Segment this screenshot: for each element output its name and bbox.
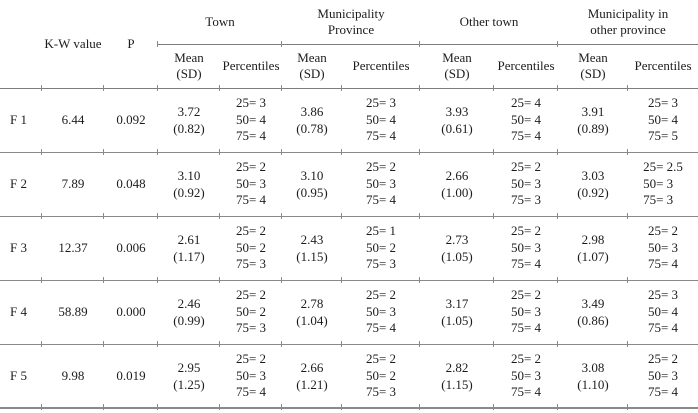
percentiles-cell-town: [220, 280, 282, 344]
percentile-75: 75= 3: [643, 192, 674, 208]
table-row: [0, 216, 698, 280]
percentile-25: 25= 3: [647, 95, 679, 111]
percentile-50: 50= 3: [510, 303, 542, 319]
mean-header-line: Mean: [297, 50, 327, 65]
group-header-municipality-province: [282, 0, 420, 44]
percentile-25: 25= 3: [235, 95, 267, 111]
mean-value: 2.61: [177, 232, 201, 247]
mean-sd-cell-municipality-province: [282, 280, 342, 344]
sd-value: (0.82): [173, 121, 205, 136]
mean-sd-cell-municipality-other-province: [558, 152, 628, 216]
percentile-75: 75= 4: [647, 256, 679, 272]
mean-sd-cell-municipality-other-province: [558, 216, 628, 280]
percentile-25: 25= 2: [647, 351, 679, 366]
percentile-75: 75= 4: [365, 128, 397, 144]
mean-header-line: Mean: [174, 50, 204, 65]
percentile-50: 50= 4: [235, 111, 267, 127]
percentiles-header-municipality-province: Percentiles: [342, 44, 420, 88]
group-header-row: [0, 0, 698, 44]
sd-value: (0.78): [296, 121, 328, 136]
mean-sd-cell-municipality-other-province: [558, 280, 628, 344]
percentile-50: 50= 4: [647, 303, 679, 319]
sd-value: (1.15): [441, 376, 473, 392]
sd-header-line: (SD): [444, 66, 470, 81]
mean-sd-cell-other-town: [420, 88, 494, 152]
percentile-25: 25= 1: [365, 223, 397, 239]
percentiles-cell-other-town: [494, 88, 558, 152]
percentiles-cell-other-town: [494, 344, 558, 408]
percentiles-cell-municipality-province: [342, 216, 420, 280]
kw-value: 9.98: [42, 344, 104, 408]
sd-value: (1.25): [173, 376, 205, 392]
sd-value: (1.04): [296, 313, 328, 328]
mean-sd-cell-other-town: [420, 280, 494, 344]
mean-sd-cell-municipality-province: [282, 152, 342, 216]
percentiles-cell-town: [220, 344, 282, 408]
percentiles-cell-municipality-other-province: [628, 344, 698, 408]
percentile-50: 50= 3: [510, 367, 542, 383]
mean-sd-cell-municipality-province: [282, 216, 342, 280]
percentiles-header-town: Percentiles: [220, 44, 282, 88]
sd-value: (1.00): [441, 185, 473, 200]
percentile-50: 50= 3: [643, 175, 674, 191]
percentile-25: 25= 2: [510, 159, 542, 175]
percentile-50: 50= 3: [235, 175, 267, 191]
sd-value: (0.99): [173, 313, 205, 328]
percentile-25: 25= 2.5: [643, 159, 683, 175]
group-header-municipality-other-province: [558, 0, 698, 44]
mean-sd-header-municipality-province: [282, 44, 342, 88]
percentile-50: 50= 3: [235, 367, 267, 383]
table-row: [0, 280, 698, 344]
percentile-50: 50= 4: [365, 111, 397, 127]
sd-value: (0.92): [577, 185, 609, 200]
mean-sd-cell-town: [158, 216, 220, 280]
percentile-75: 75= 4: [365, 320, 397, 336]
percentiles-cell-municipality-province: [342, 280, 420, 344]
sd-value: (0.92): [173, 185, 205, 200]
percentile-50: 50= 3: [365, 175, 397, 191]
mean-value: 2.43: [300, 232, 324, 247]
percentile-75: 75= 4: [365, 192, 397, 208]
p-value: 0.000: [104, 280, 158, 344]
table-row: [0, 88, 698, 152]
p-value: 0.006: [104, 216, 158, 280]
percentiles-cell-town: [220, 152, 282, 216]
percentiles-cell-municipality-province: [342, 88, 420, 152]
percentile-75: 75= 3: [235, 320, 267, 336]
percentile-25: 25= 2: [365, 287, 397, 303]
percentile-25: 25= 2: [235, 159, 267, 175]
sd-value: (1.21): [296, 376, 328, 392]
percentile-50: 50= 3: [365, 303, 397, 319]
kw-value: 58.89: [42, 280, 104, 344]
mean-sd-cell-other-town: [420, 216, 494, 280]
percentiles-header-other-town: Percentiles: [494, 44, 558, 88]
mean-sd-cell-municipality-other-province: [558, 88, 628, 152]
mean-value: 2.46: [177, 296, 201, 311]
sd-value: (0.86): [577, 313, 609, 328]
percentiles-cell-municipality-other-province: [628, 280, 698, 344]
percentile-50: 50= 3: [647, 367, 679, 383]
factor-column-header-blank: [0, 0, 42, 88]
p-value: 0.092: [104, 88, 158, 152]
percentile-75: 75= 4: [235, 192, 267, 208]
percentile-75: 75= 3: [235, 256, 267, 272]
percentile-25: 25= 2: [235, 223, 267, 239]
percentiles-cell-town: [220, 88, 282, 152]
percentile-75: 75= 4: [510, 384, 542, 399]
p-column-header: P: [104, 0, 158, 88]
group-header-municipality-province-label: Municipality Province: [317, 5, 385, 37]
percentile-25: 25= 2: [510, 223, 542, 239]
table-row: [0, 344, 698, 408]
percentile-25: 25= 2: [235, 287, 267, 303]
kw-value: 7.89: [42, 152, 104, 216]
percentile-75: 75= 4: [647, 384, 679, 399]
sd-value: (0.89): [577, 121, 609, 136]
mean-sd-cell-town: [158, 88, 220, 152]
sd-header-line: (SD): [580, 66, 606, 81]
sd-value: (1.15): [296, 249, 328, 264]
sd-value: (1.05): [441, 249, 473, 264]
sd-value: (1.17): [173, 249, 205, 264]
sd-header-line: (SD): [176, 66, 202, 81]
group-header-town: [158, 0, 282, 44]
percentile-25: 25= 4: [510, 95, 542, 111]
mean-value: 3.49: [581, 296, 605, 311]
mean-value: 3.08: [581, 359, 605, 375]
mean-value: 2.95: [177, 359, 201, 375]
percentile-25: 25= 2: [510, 287, 542, 303]
percentile-75: 75= 4: [235, 384, 267, 399]
mean-header-line: Mean: [442, 50, 472, 65]
mean-sd-header-town: [158, 44, 220, 88]
mean-value: 2.98: [581, 232, 605, 247]
percentile-50: 50= 3: [647, 239, 679, 255]
percentiles-cell-other-town: [494, 152, 558, 216]
sd-value: (0.95): [296, 185, 328, 200]
percentile-25: 25= 2: [365, 351, 397, 366]
percentile-75: 75= 4: [647, 320, 679, 336]
percentile-25: 25= 3: [647, 287, 679, 303]
percentile-25: 25= 2: [510, 351, 542, 366]
mean-value: 3.91: [581, 104, 605, 119]
percentile-25: 25= 2: [235, 351, 267, 366]
percentiles-cell-municipality-other-province: [628, 216, 698, 280]
mean-value: 2.66: [445, 168, 469, 183]
sd-value: (1.05): [441, 313, 473, 328]
percentile-50: 50= 2: [235, 303, 267, 319]
mean-value: 2.82: [445, 359, 469, 375]
mean-value: 2.73: [445, 232, 469, 247]
sd-value: (0.61): [441, 121, 473, 136]
percentile-50: 50= 3: [510, 175, 542, 191]
percentiles-cell-municipality-province: [342, 152, 420, 216]
kw-column-header: K-W value: [42, 0, 104, 88]
sd-header-line: (SD): [299, 66, 325, 81]
mean-sd-cell-town: [158, 152, 220, 216]
group-header-other-town-label: Other town: [459, 13, 519, 29]
percentile-25: 25= 2: [365, 159, 397, 175]
percentile-75: 75= 4: [510, 128, 542, 144]
mean-sd-cell-other-town: [420, 344, 494, 408]
mean-value: 3.10: [177, 168, 201, 183]
percentile-50: 50= 4: [647, 111, 679, 127]
mean-sd-cell-municipality-other-province: [558, 344, 628, 408]
kw-value: 12.37: [42, 216, 104, 280]
mean-sd-cell-other-town: [420, 152, 494, 216]
mean-sd-cell-municipality-province: [282, 88, 342, 152]
kw-value: 6.44: [42, 88, 104, 152]
percentile-75: 75= 3: [510, 192, 542, 208]
percentile-25: 25= 2: [647, 223, 679, 239]
factor-label: F 1: [0, 88, 42, 152]
mean-value: 3.72: [177, 104, 201, 119]
p-value: 0.048: [104, 152, 158, 216]
mean-value: 3.86: [300, 104, 324, 119]
factor-label: F 4: [0, 280, 42, 344]
percentiles-cell-other-town: [494, 216, 558, 280]
sd-value: (1.10): [577, 376, 609, 392]
mean-value: 2.78: [300, 296, 324, 311]
mean-value: 3.17: [445, 296, 469, 311]
percentile-50: 50= 2: [235, 239, 267, 255]
percentile-75: 75= 4: [235, 128, 267, 144]
group-header-other-town: [420, 0, 558, 44]
percentile-50: 50= 2: [365, 367, 397, 383]
percentile-75: 75= 3: [365, 384, 397, 399]
percentiles-cell-municipality-province: [342, 344, 420, 408]
p-value: 0.019: [104, 344, 158, 408]
percentile-50: 50= 4: [510, 111, 542, 127]
percentile-25: 25= 3: [365, 95, 397, 111]
factor-label: F 2: [0, 152, 42, 216]
percentile-50: 50= 3: [510, 239, 542, 255]
mean-value: 3.03: [581, 168, 605, 183]
percentiles-cell-town: [220, 216, 282, 280]
percentile-75: 75= 4: [510, 256, 542, 272]
percentiles-cell-other-town: [494, 280, 558, 344]
group-header-town-label: Town: [205, 13, 235, 29]
factor-label: F 5: [0, 344, 42, 408]
mean-value: 3.10: [300, 168, 324, 183]
mean-value: 3.93: [445, 104, 469, 119]
percentiles-cell-municipality-other-province: [628, 152, 698, 216]
mean-value: 2.66: [300, 359, 324, 375]
mean-sd-header-other-town: [420, 44, 494, 88]
percentile-75: 75= 3: [365, 256, 397, 272]
percentile-75: 75= 4: [510, 320, 542, 336]
mean-sd-cell-town: [158, 344, 220, 408]
table-header: [0, 0, 698, 88]
sd-value: (1.07): [577, 249, 609, 264]
table-body: [0, 88, 698, 408]
mean-header-line: Mean: [578, 50, 608, 65]
mean-sd-cell-town: [158, 280, 220, 344]
group-header-municipality-other-province-label: Municipality in other province: [587, 5, 669, 37]
percentiles-header-municipality-other-province: Percentiles: [628, 44, 698, 88]
mean-sd-header-municipality-other-province: [558, 44, 628, 88]
percentiles-cell-municipality-other-province: [628, 88, 698, 152]
factor-label: F 3: [0, 216, 42, 280]
percentile-50: 50= 2: [365, 239, 397, 255]
table-row: [0, 152, 698, 216]
mean-sd-cell-municipality-province: [282, 344, 342, 408]
percentile-75: 75= 5: [647, 128, 679, 144]
